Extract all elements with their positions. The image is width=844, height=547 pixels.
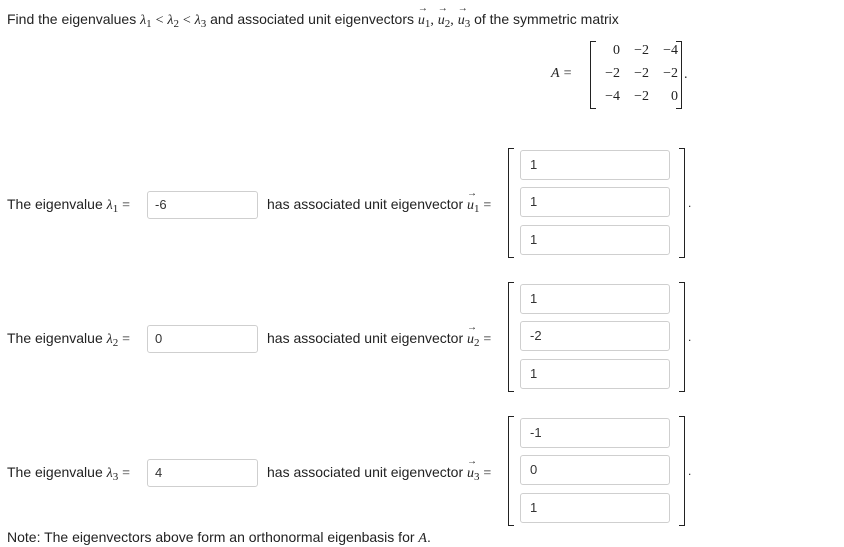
subscript: 1 <box>424 18 431 30</box>
subscript: 2 <box>474 337 480 349</box>
vector-u-symbol: → u <box>467 332 474 348</box>
comma: , <box>430 13 434 28</box>
lambda-symbol: λ <box>140 13 147 28</box>
matrix-cell: −2 <box>634 66 649 81</box>
vector-2-period: . <box>688 330 692 344</box>
eigenvector-label-text: has associated unit eigenvector <box>267 330 464 346</box>
less-than-symbol: < <box>182 13 191 28</box>
vector-2-left-bracket <box>508 282 514 392</box>
eigenvalue-2-input[interactable]: 0 <box>147 325 258 353</box>
eigenvector-1-component-1-input[interactable]: 1 <box>520 150 670 180</box>
equals-symbol: = <box>483 332 492 347</box>
equals-symbol: = <box>122 466 131 481</box>
lambda-symbol: λ <box>194 13 201 28</box>
vector-u-symbol: → u <box>418 13 425 29</box>
eigenvalue-label-text: The eigenvalue <box>7 464 103 480</box>
lambda-symbol: λ <box>106 466 113 481</box>
eigenvalue-3-label <box>7 464 130 482</box>
eigenvector-label-text: has associated unit eigenvector <box>267 196 464 212</box>
vector-3-period: . <box>688 464 692 478</box>
subscript: 2 <box>444 18 451 30</box>
subscript: 3 <box>474 471 480 483</box>
eigenvector-3-component-2-input[interactable]: 0 <box>520 455 670 485</box>
prompt-text-b: and associated unit eigenvectors <box>210 11 415 27</box>
eigenvalue-1-label <box>7 196 130 214</box>
eigenvalue-label-text: The eigenvalue <box>7 196 103 212</box>
matrix-cell: −2 <box>634 43 649 58</box>
eigenvalue-1-input[interactable]: -6 <box>147 191 258 219</box>
lambda-symbol: λ <box>106 198 113 213</box>
subscript: 3 <box>464 18 471 30</box>
vector-2-right-bracket <box>679 282 685 392</box>
subscript: 2 <box>112 337 119 349</box>
matrix-cell: −2 <box>605 66 620 81</box>
subscript: 3 <box>112 471 119 483</box>
vector-1-period: . <box>688 196 692 210</box>
vector-u-symbol: → u <box>438 13 445 29</box>
subscript: 3 <box>200 18 207 30</box>
comma: , <box>450 13 454 28</box>
vector-1-right-bracket <box>679 148 685 258</box>
subscript: 1 <box>112 203 119 215</box>
prompt-text-c: of the symmetric matrix <box>474 11 619 27</box>
matrix-a <box>590 41 682 109</box>
matrix-cell: −4 <box>663 43 678 58</box>
problem-statement <box>7 11 619 29</box>
subscript: 2 <box>173 18 179 30</box>
eigenvector-2-component-3-input[interactable]: 1 <box>520 359 670 389</box>
eigenvalue-label-text: The eigenvalue <box>7 330 103 346</box>
eigenvector-3-component-3-input[interactable]: 1 <box>520 493 670 523</box>
equals-symbol: = <box>122 332 131 347</box>
eigenvector-2-component-1-input[interactable]: 1 <box>520 284 670 314</box>
vector-3-left-bracket <box>508 416 514 526</box>
prompt-text-a: Find the eigenvalues <box>7 11 137 27</box>
subscript: 1 <box>146 18 152 30</box>
matrix-cell: 0 <box>613 43 620 58</box>
less-than-symbol: < <box>155 13 164 28</box>
matrix-label-text: A = <box>551 66 573 81</box>
vector-u-symbol: → u <box>467 198 474 214</box>
vector-3-right-bracket <box>679 416 685 526</box>
eigenvector-3-label <box>267 464 491 482</box>
eigenvector-1-component-2-input[interactable]: 1 <box>520 187 670 217</box>
eigenvector-1-label <box>267 196 491 214</box>
eigenvalue-2-label <box>7 330 130 348</box>
eigenvector-2-label <box>267 330 491 348</box>
equals-symbol: = <box>122 198 131 213</box>
lambda-symbol: λ <box>167 13 174 28</box>
matrix-cell: −4 <box>605 89 620 104</box>
subscript: 1 <box>474 203 480 215</box>
equals-symbol: = <box>483 198 492 213</box>
matrix-cell: −2 <box>663 66 678 81</box>
vector-u-symbol: → u <box>467 466 474 482</box>
eigenvalue-3-input[interactable]: 4 <box>147 459 258 487</box>
matrix-cell: 0 <box>671 89 678 104</box>
note-text <box>7 529 431 547</box>
vector-1-left-bracket <box>508 148 514 258</box>
eigenvector-2-component-2-input[interactable]: -2 <box>520 321 670 351</box>
matrix-label <box>551 66 572 82</box>
note-body: Note: The eigenvectors above form an orthonormal eigenbasis for <box>7 529 415 545</box>
eigenvector-3-component-1-input[interactable]: -1 <box>520 418 670 448</box>
matrix-cell: −2 <box>634 89 649 104</box>
equals-symbol: = <box>483 466 492 481</box>
eigenvector-label-text: has associated unit eigenvector <box>267 464 464 480</box>
matrix-period: . <box>684 67 688 82</box>
note-period: . <box>426 529 431 545</box>
eigenvector-1-component-3-input[interactable]: 1 <box>520 225 670 255</box>
vector-u-symbol: → u <box>458 13 465 29</box>
matrix-a-symbol: A <box>418 531 427 546</box>
lambda-symbol: λ <box>106 332 113 347</box>
